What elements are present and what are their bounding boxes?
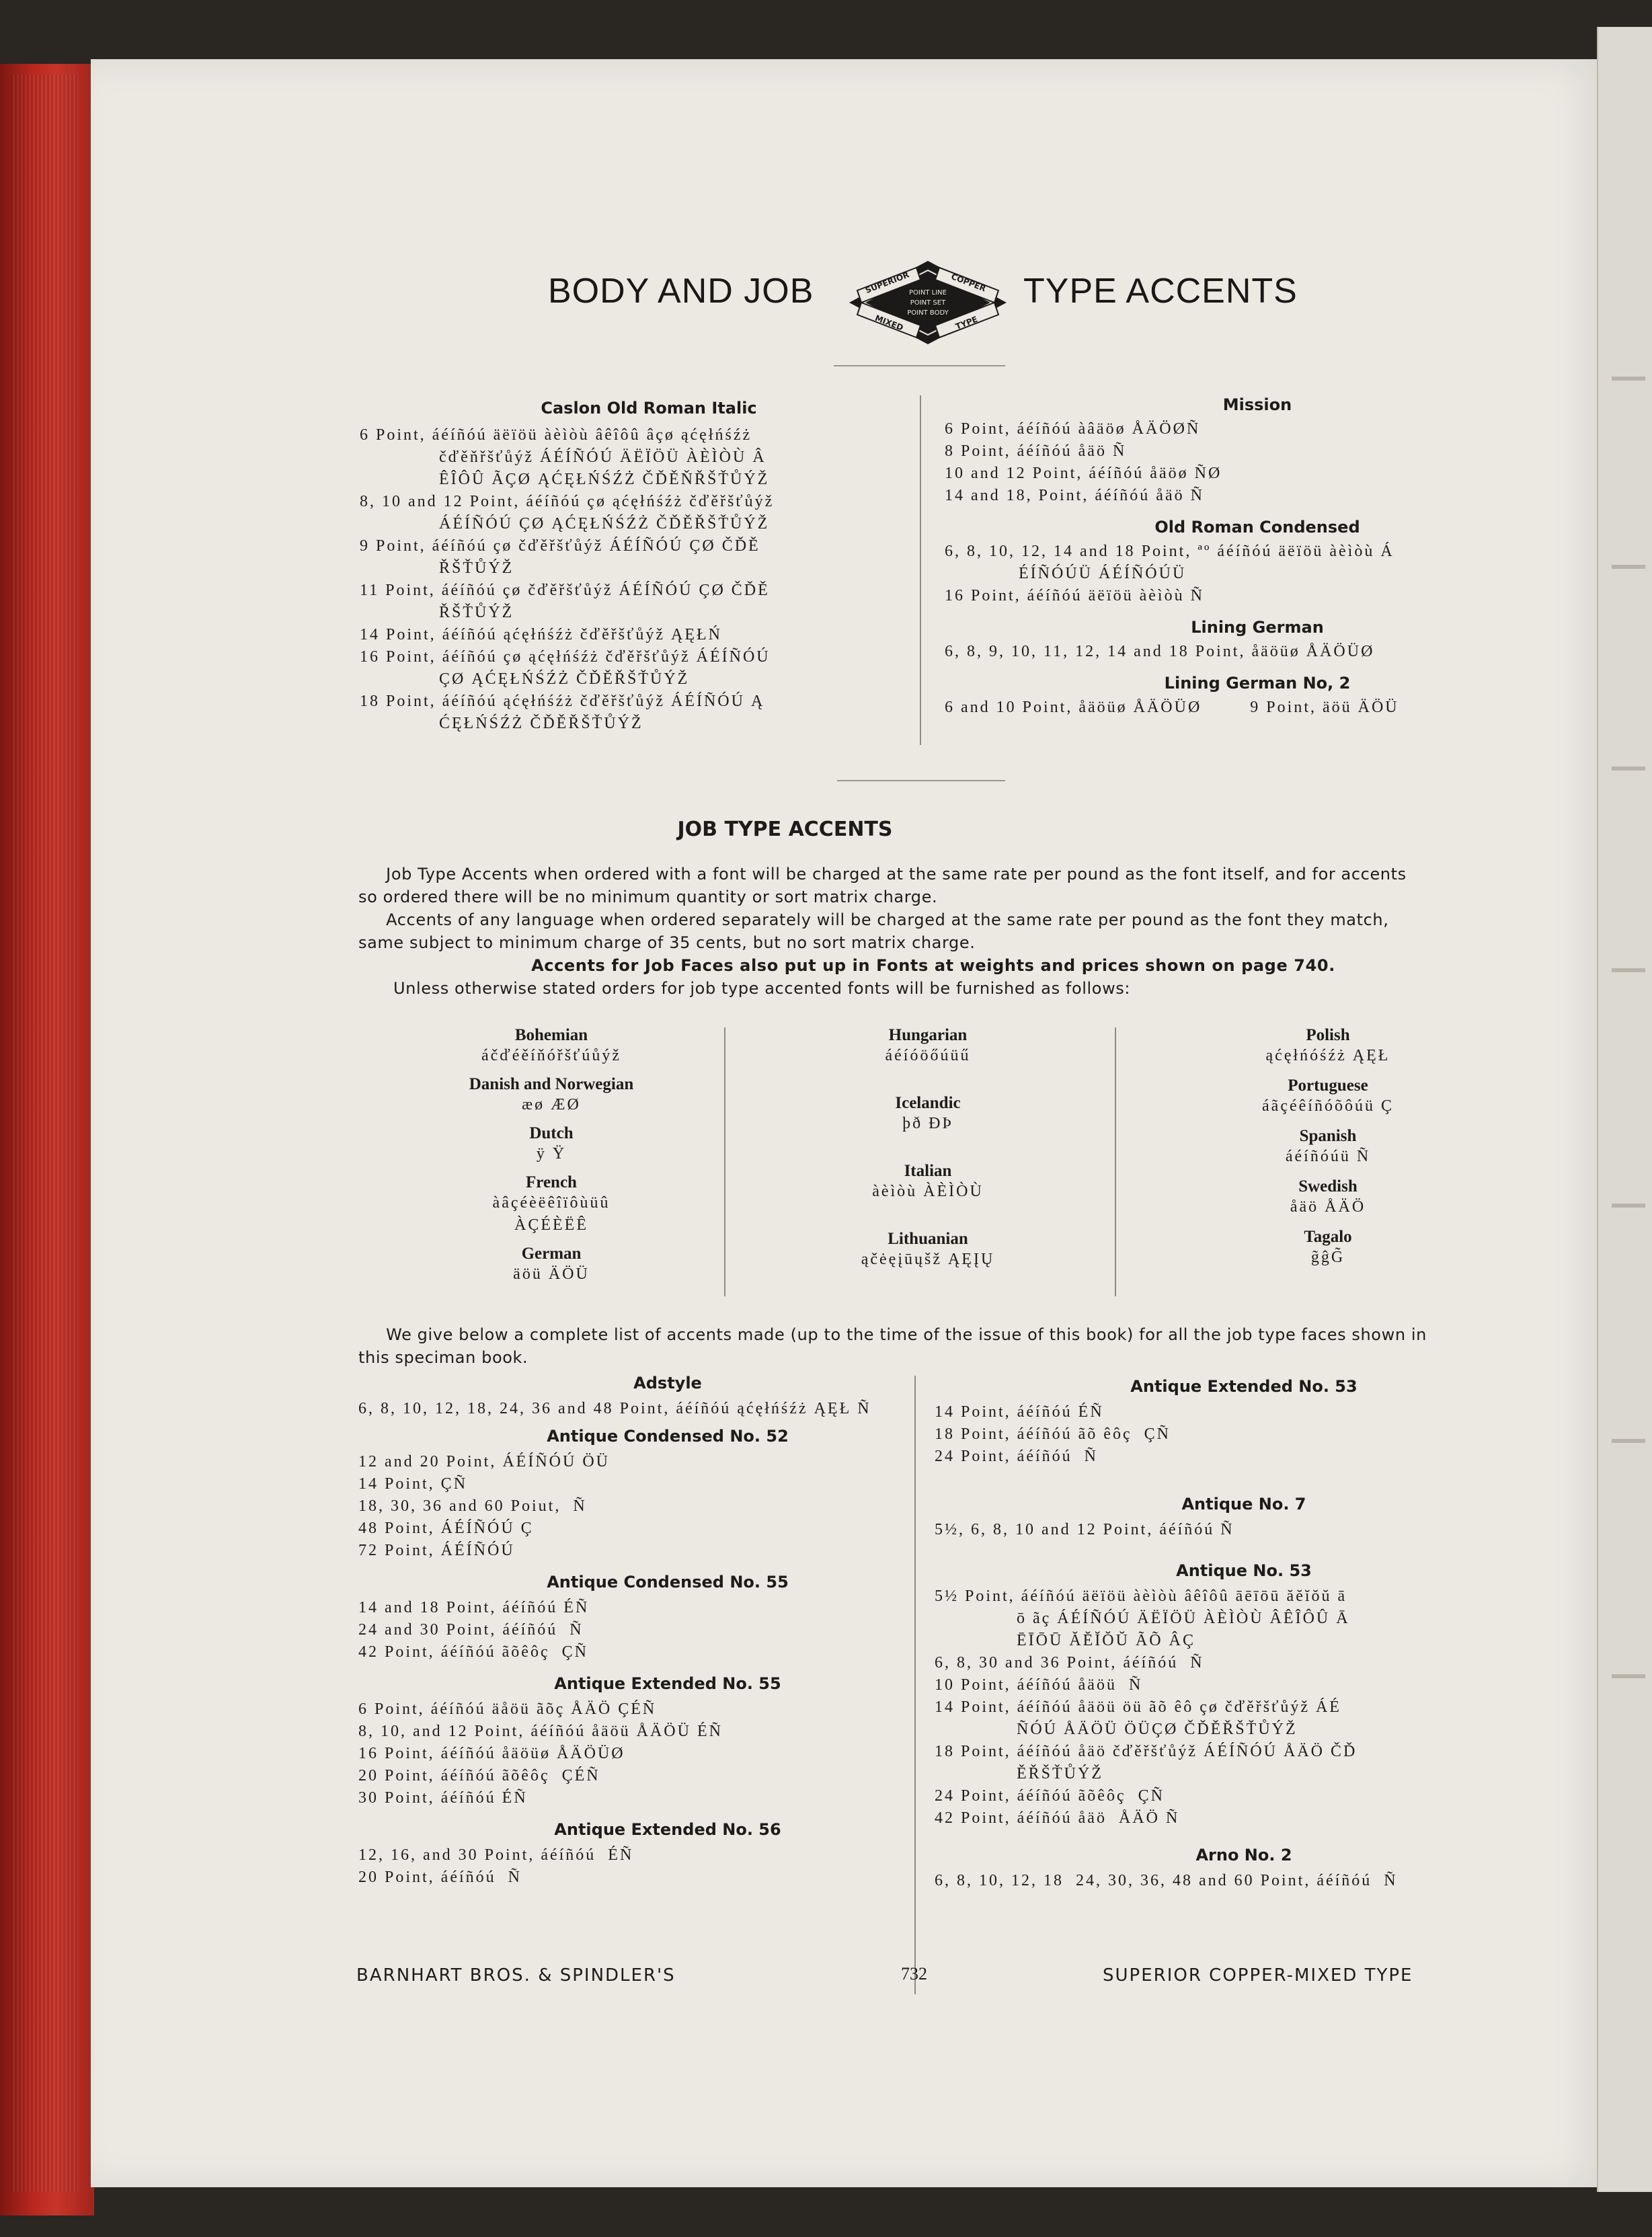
- accent-line: 6 and 10 Point, åäöüø ÅÄÖÜØ 9 Point, äöü ÄÖÜ: [945, 699, 1399, 716]
- face-line: 12, 16, and 30 Point, áéíñóú ÉÑ: [358, 1846, 634, 1864]
- face-line: 5½, 6, 8, 10 and 12 Point, áéíñóú Ñ: [935, 1521, 1234, 1538]
- badge-text-point-line: POINT LINE: [909, 289, 947, 297]
- caslon-section: [360, 399, 938, 735]
- job-type-accents-title: JOB TYPE ACCENTS: [677, 818, 893, 841]
- face-title: Antique Extended No. 56: [554, 1820, 781, 1839]
- language-name: Danish and Norwegian: [469, 1075, 634, 1093]
- accent-line: 6, 8, 9, 10, 11, 12, 14 and 18 Point, åäöüø ÅÄÖÜØ: [945, 643, 1375, 660]
- language-accents: àèìòù ÀÈÌÒÙ: [872, 1183, 984, 1200]
- language-accents: åäö ÅÄÖ: [1290, 1198, 1366, 1216]
- section-title: Lining German No, 2: [1164, 674, 1351, 693]
- body-column-divider: [920, 395, 921, 745]
- bold-notice: Accents for Job Faces also put up in Fonts at weights and prices shown on page 740.: [531, 956, 1335, 975]
- face-line: 14 and 18 Point, áéíñóú ÉÑ: [358, 1599, 590, 1616]
- language-name: Tagalo: [1304, 1228, 1352, 1246]
- face-title: Arno No. 2: [1195, 1846, 1292, 1865]
- accent-line: 10 and 12 Point, áéíñóú åäöø ÑØ: [945, 465, 1222, 482]
- accent-line: 8, 10 and 12 Point, áéíñóú çø ąćęłńśźż čďěřšťůýž: [360, 493, 775, 510]
- language-accents: áčďéěíňóřšťúůýž: [481, 1047, 622, 1064]
- accent-line: 8 Point, áéíñóú åäö Ñ: [945, 442, 1127, 460]
- language-accents: ąčėęįūųšž ĄĘĮŲ: [861, 1251, 995, 1268]
- face-line: 24 and 30 Point, áéíñóú Ñ: [358, 1621, 584, 1639]
- intro-line: same subject to minimum charge of 35 cents, but no sort matrix charge.: [358, 933, 976, 952]
- accent-line: 18 Point, áéíñóú ąćęłńśźż čďěřšťůýž ÁÉÍÑÓÚ Ą: [360, 693, 765, 710]
- language-name: Hungarian: [888, 1026, 968, 1044]
- badge-text-superior: SUPERIOR: [864, 270, 911, 296]
- face-line: 18, 30, 36 and 60 Poiut, Ñ: [358, 1497, 587, 1515]
- language-name: Polish: [1306, 1026, 1350, 1044]
- faces-column-divider: [914, 1376, 916, 1994]
- intro-line: so ordered there will be no minimum quantity or sort matrix charge.: [358, 888, 938, 906]
- face-line: 6, 8, 30 and 36 Point, áéíñóú Ñ: [935, 1654, 1204, 1672]
- language-name: Bohemian: [514, 1026, 588, 1044]
- language-accents: áéíóöőúüű: [885, 1047, 971, 1064]
- intro-line: this speciman book.: [358, 1348, 528, 1367]
- badge-text-point-set: POINT SET: [910, 299, 946, 307]
- language-accents: äöü ÄÖÜ: [513, 1265, 590, 1283]
- footer-tagline: SUPERIOR COPPER-MIXED TYPE: [1103, 1965, 1413, 1986]
- languages-col-3: [1126, 1026, 1530, 1269]
- face-line: 16 Point, áéíñóú åäöüø ÅÄÖÜØ: [358, 1745, 625, 1762]
- accent-line: 11 Point, áéíñóú çø čďěřšťůýž ÁÉÍÑÓÚ ÇØ ČĎĚ: [360, 582, 770, 599]
- face-title: Adstyle: [633, 1374, 702, 1392]
- job-intro: [358, 863, 1569, 1000]
- face-line: 18 Point, áéíñóú åäö čďěřšťůýž ÁÉÍÑÓÚ ÅÄÖ ČĎ: [935, 1743, 1358, 1760]
- face-line: 30 Point, áéíñóú ÉÑ: [358, 1789, 528, 1807]
- face-line: 6 Point, áéíñóú äåöü ãõç ÅÄÖ ÇÉÑ: [358, 1700, 657, 1718]
- languages-col-1: [360, 1026, 743, 1286]
- section-title: Lining German: [1191, 618, 1324, 637]
- face-line: 48 Point, ÁÉÍÑÓÚ Ç: [358, 1520, 534, 1537]
- language-accents: g̃ĝG̃: [1310, 1249, 1345, 1266]
- page-number: 732: [901, 1964, 927, 1984]
- face-line: 72 Point, ÁÉÍÑÓÚ: [358, 1542, 515, 1559]
- accent-line: ÁÉÍÑÓÚ ÇØ ĄĆĘŁŃŚŹŻ ČĎĚŘŠŤŮÝŽ: [439, 515, 770, 533]
- face-line: ĒĪŌŪ ĂĔĬŎŬ ÃÕ ÂÇ: [1017, 1632, 1195, 1649]
- face-line: 6, 8, 10, 12, 18, 24, 36 and 48 Point, áéíñóú ąćęłńśźż ĄĘŁ Ñ: [358, 1400, 871, 1417]
- footer-publisher: BARNHART BROS. & SPINDLER'S: [356, 1965, 676, 1986]
- section-title: Caslon Old Roman Italic: [541, 399, 757, 418]
- face-title: Antique Extended No. 53: [1130, 1377, 1358, 1396]
- face-line: 24 Point, áéíñóú ãõêôç ÇÑ: [935, 1787, 1165, 1805]
- face-line: 42 Point, áéíñóú ãõêôç ÇÑ: [358, 1643, 588, 1661]
- face-line: ÑÓÚ ÅÄÖÜ ÖÜÇØ ČĎĚŘŠŤŮÝŽ: [1017, 1721, 1298, 1738]
- face-line: ō ãç ÁÉÍÑÓÚ ÄËÏÖÜ ÀÈÌÒÙ ÂÊÎÔÛ Ā: [1017, 1610, 1350, 1627]
- face-line: 20 Point, áéíñóú Ñ: [358, 1869, 522, 1886]
- badge-text-copper: COPPER: [949, 272, 988, 294]
- language-accents: ąćęłńóśźż ĄĘŁ: [1265, 1047, 1390, 1064]
- face-line: 14 Point, ÇÑ: [358, 1475, 468, 1493]
- accent-line: 14 and 18, Point, áéíñóú åäö Ñ: [945, 487, 1204, 504]
- language-accents: ÀÇÉÈËÊ: [514, 1216, 588, 1234]
- face-line: 24 Point, áéíñóú Ñ: [935, 1448, 1098, 1465]
- catalog-page: [91, 59, 1607, 2187]
- accent-line: ÇØ ĄĆĘŁŃŚŹŻ ČĎĚŘŠŤŮÝŽ: [439, 670, 690, 688]
- face-line: 5½ Point, áéíñóú äëïöü àèìòù âêîôû āēīōū ăĕĭŏŭ ā: [935, 1587, 1347, 1605]
- face-line: 14 Point, áéíñóú ÉÑ: [935, 1403, 1104, 1421]
- language-accents: þð ÐÞ: [902, 1115, 953, 1132]
- accent-line: ĆĘŁŃŚŹŻ ČĎĚŘŠŤŮÝŽ: [439, 715, 643, 732]
- book-page-edge-texture: [11, 74, 78, 2192]
- face-line: 42 Point, áéíñóú åäö ÅÄÖ Ñ: [935, 1809, 1180, 1827]
- faces-left-column: [358, 1374, 977, 1889]
- intro-line: Job Type Accents when ordered with a font will be charged at the same rate per pound as the font itself, and for accents: [358, 865, 1407, 884]
- language-name: French: [526, 1173, 577, 1191]
- face-title: Antique No. 53: [1176, 1561, 1312, 1580]
- accent-line: čďěňřšťůýž ÁÉÍÑÓÚ ÄËÏÖÜ ÀÈÌÒÙ Â: [439, 448, 766, 466]
- language-name: Portuguese: [1288, 1076, 1368, 1095]
- body-right-column: [945, 395, 1570, 719]
- accent-line: 6, 8, 10, 12, 14 and 18 Point, ªº áéíñóú äëïöü àèìòù Á: [945, 543, 1394, 560]
- accent-line: ŘŠŤŮÝŽ: [439, 559, 514, 577]
- language-name: German: [521, 1245, 582, 1263]
- accent-line: ÉÍÑÓÚÜ ÁÉÍÑÓÚÜ: [1019, 565, 1187, 582]
- faces-right-column: [935, 1377, 1553, 1892]
- face-line: 12 and 20 Point, ÁÉÍÑÓÚ ÖÜ: [358, 1453, 610, 1470]
- language-accents: áéíñóúü Ñ: [1285, 1148, 1371, 1165]
- face-line: 18 Point, áéíñóú ãõ êôç ÇÑ: [935, 1425, 1171, 1443]
- language-name: Lithuanian: [888, 1230, 968, 1248]
- language-accents: áãçéêíñóõôúü Ç: [1262, 1097, 1394, 1115]
- header-title-left: BODY AND JOB: [548, 272, 814, 311]
- badge-text-type: TYPE: [954, 314, 979, 331]
- face-title: Antique Condensed No. 55: [547, 1573, 789, 1592]
- unless-line: Unless otherwise stated orders for job type accented fonts will be furnished as follows:: [393, 979, 1131, 998]
- accent-line: 6 Point, áéíñóú äëïöü àèìòù âêîôû âçø ąćęłńśźż: [360, 426, 752, 444]
- header-divider: [834, 365, 1005, 366]
- language-accents: æø ÆØ: [522, 1096, 581, 1113]
- badge-text-mixed: MIXED: [873, 313, 905, 333]
- language-accents: ÿ Ÿ: [536, 1145, 567, 1163]
- language-name: Swedish: [1298, 1177, 1358, 1195]
- complete-list-intro: [358, 1323, 1569, 1369]
- accent-line: ŘŠŤŮÝŽ: [439, 604, 514, 621]
- face-line: 8, 10, and 12 Point, áéíñóú åäöü ÅÄÖÜ ÉÑ: [358, 1723, 723, 1740]
- section-title: Mission: [1222, 395, 1292, 414]
- face-line: 20 Point, áéíñóú ãõêôç ÇÉÑ: [358, 1767, 600, 1784]
- section-title: Old Roman Condensed: [1154, 518, 1360, 537]
- accent-line: 9 Point, áéíñóú çø čďěřšťůýž ÁÉÍÑÓÚ ÇØ ČĎĚ: [360, 537, 760, 555]
- language-divider-1: [724, 1027, 725, 1296]
- face-title: Antique No. 7: [1181, 1495, 1306, 1514]
- face-title: Antique Extended No. 55: [554, 1674, 781, 1693]
- language-divider-2: [1115, 1027, 1116, 1296]
- face-line: ĚŘŠŤŮÝŽ: [1017, 1765, 1103, 1782]
- superior-copper-badge: [844, 256, 1012, 350]
- accent-line: 6 Point, áéíñóú àâäöø ÅÄÖØÑ: [945, 420, 1201, 438]
- intro-line: We give below a complete list of accents made (up to the time of the issue of this book) for all the job type faces shown in: [358, 1325, 1427, 1344]
- facing-page-edge: [1597, 27, 1652, 2192]
- accent-line: 16 Point, áéíñóú äëïöü àèìòù Ñ: [945, 587, 1204, 604]
- language-name: Dutch: [529, 1124, 574, 1142]
- intro-line: Accents of any language when ordered separately will be charged at the same rate per pound as the font they match,: [358, 910, 1389, 929]
- language-name: Italian: [904, 1162, 952, 1180]
- language-accents: àâçéèëêîïôùüû: [492, 1194, 611, 1212]
- face-title: Antique Condensed No. 52: [547, 1427, 789, 1446]
- face-line: 10 Point, áéíñóú åäöü Ñ: [935, 1676, 1143, 1694]
- badge-text-point-body: POINT BODY: [907, 309, 949, 317]
- languages-col-2: [736, 1026, 1119, 1271]
- accent-line: ÊÎÔÛ ÃÇØ ĄĆĘŁŃŚŹŻ ČĎĚŇŘŠŤŮÝŽ: [439, 471, 770, 488]
- accent-line: 14 Point, áéíñóú ąćęłńśźż čďěřšťůýž ĄĘŁŃ: [360, 626, 722, 643]
- header-title-right: TYPE ACCENTS: [1023, 272, 1298, 311]
- mid-divider: [837, 780, 1005, 781]
- language-name: Spanish: [1299, 1127, 1357, 1145]
- face-line: 6, 8, 10, 12, 18 24, 30, 36, 48 and 60 Point, áéíñóú Ñ: [935, 1872, 1398, 1889]
- face-line: 14 Point, áéíñóú åäöü öü ãõ êô çø čďěřšťůýž ÁÉ: [935, 1698, 1341, 1716]
- language-name: Icelandic: [895, 1094, 961, 1112]
- accent-line: 16 Point, áéíñóú çø ąćęłńśźż čďěřšťůýž ÁÉÍÑÓÚ: [360, 648, 771, 666]
